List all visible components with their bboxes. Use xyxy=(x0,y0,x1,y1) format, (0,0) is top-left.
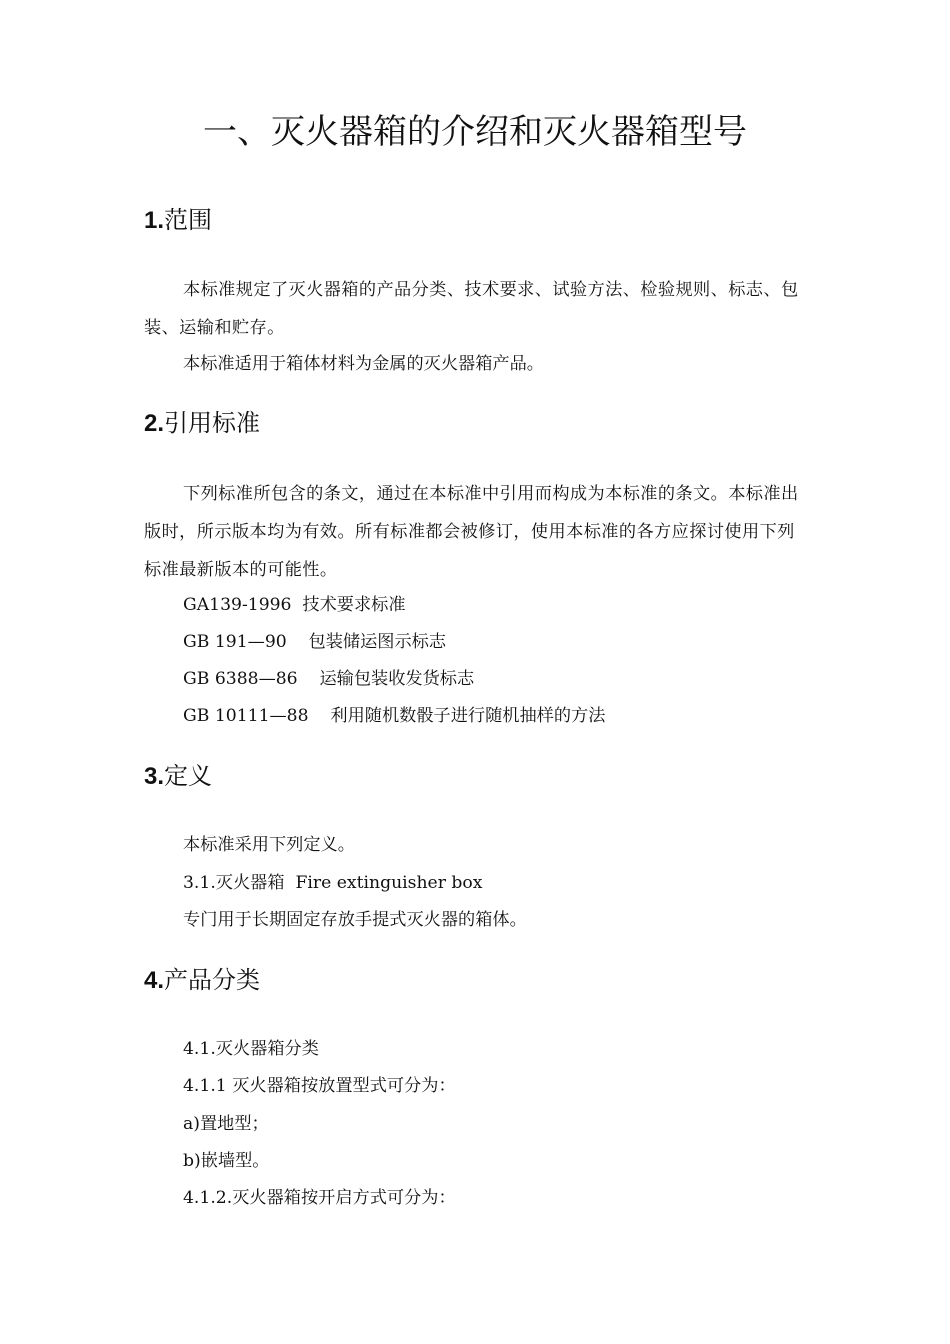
section-title: 定义 xyxy=(164,762,213,790)
section-heading-4 xyxy=(144,964,260,997)
paragraph: 下列标准所包含的条文，通过在本标准中引用而构成为本标准的条文。本标准出版时，所示版本均为有效。所有标准都会被修订，使用本标准的各方应探讨使用下列标准最新版本的可能性。 xyxy=(144,484,799,580)
list-item: a)置地型； xyxy=(183,1114,269,1134)
section-heading-2 xyxy=(144,407,260,440)
section-title: 产品分类 xyxy=(164,966,261,994)
section-number: 4. xyxy=(144,967,165,994)
section-number: 2. xyxy=(144,410,165,437)
section-heading-1 xyxy=(144,204,212,237)
reference-line: GB 191—90 包装储运图示标志 xyxy=(183,632,447,652)
paragraph: 本标准适用于箱体材料为金属的灭火器箱产品。 xyxy=(183,354,544,374)
definition-text: 专门用于长期固定存放手提式灭火器的箱体。 xyxy=(183,910,527,930)
document-title: 一、灭火器箱的介绍和灭火器箱型号 xyxy=(203,112,747,152)
paragraph: 本标准采用下列定义。 xyxy=(183,835,355,855)
paragraph: 本标准规定了灭火器箱的产品分类、技术要求、试验方法、检验规则、标志、包装、运输和贮存。 xyxy=(144,280,799,338)
section-title: 范围 xyxy=(164,206,213,234)
definition-term: 3.1.灭火器箱 Fire extinguisher box xyxy=(183,873,483,893)
section-number: 1. xyxy=(144,207,165,234)
subsection-title: 4.1.灭火器箱分类 xyxy=(183,1039,319,1059)
paragraph: 4.1.2.灭火器箱按开启方式可分为： xyxy=(183,1188,456,1208)
reference-line: GA139-1996 技术要求标准 xyxy=(183,595,406,615)
section-title: 引用标准 xyxy=(164,409,261,437)
section-heading-3 xyxy=(144,760,212,793)
reference-line: GB 6388—86 运输包装收发货标志 xyxy=(183,669,475,689)
list-item: b)嵌墙型。 xyxy=(183,1151,270,1171)
reference-line: GB 10111—88 利用随机数骰子进行随机抽样的方法 xyxy=(183,706,606,726)
paragraph: 4.1.1 灭火器箱按放置型式可分为： xyxy=(183,1076,456,1096)
section-number: 3. xyxy=(144,763,165,790)
